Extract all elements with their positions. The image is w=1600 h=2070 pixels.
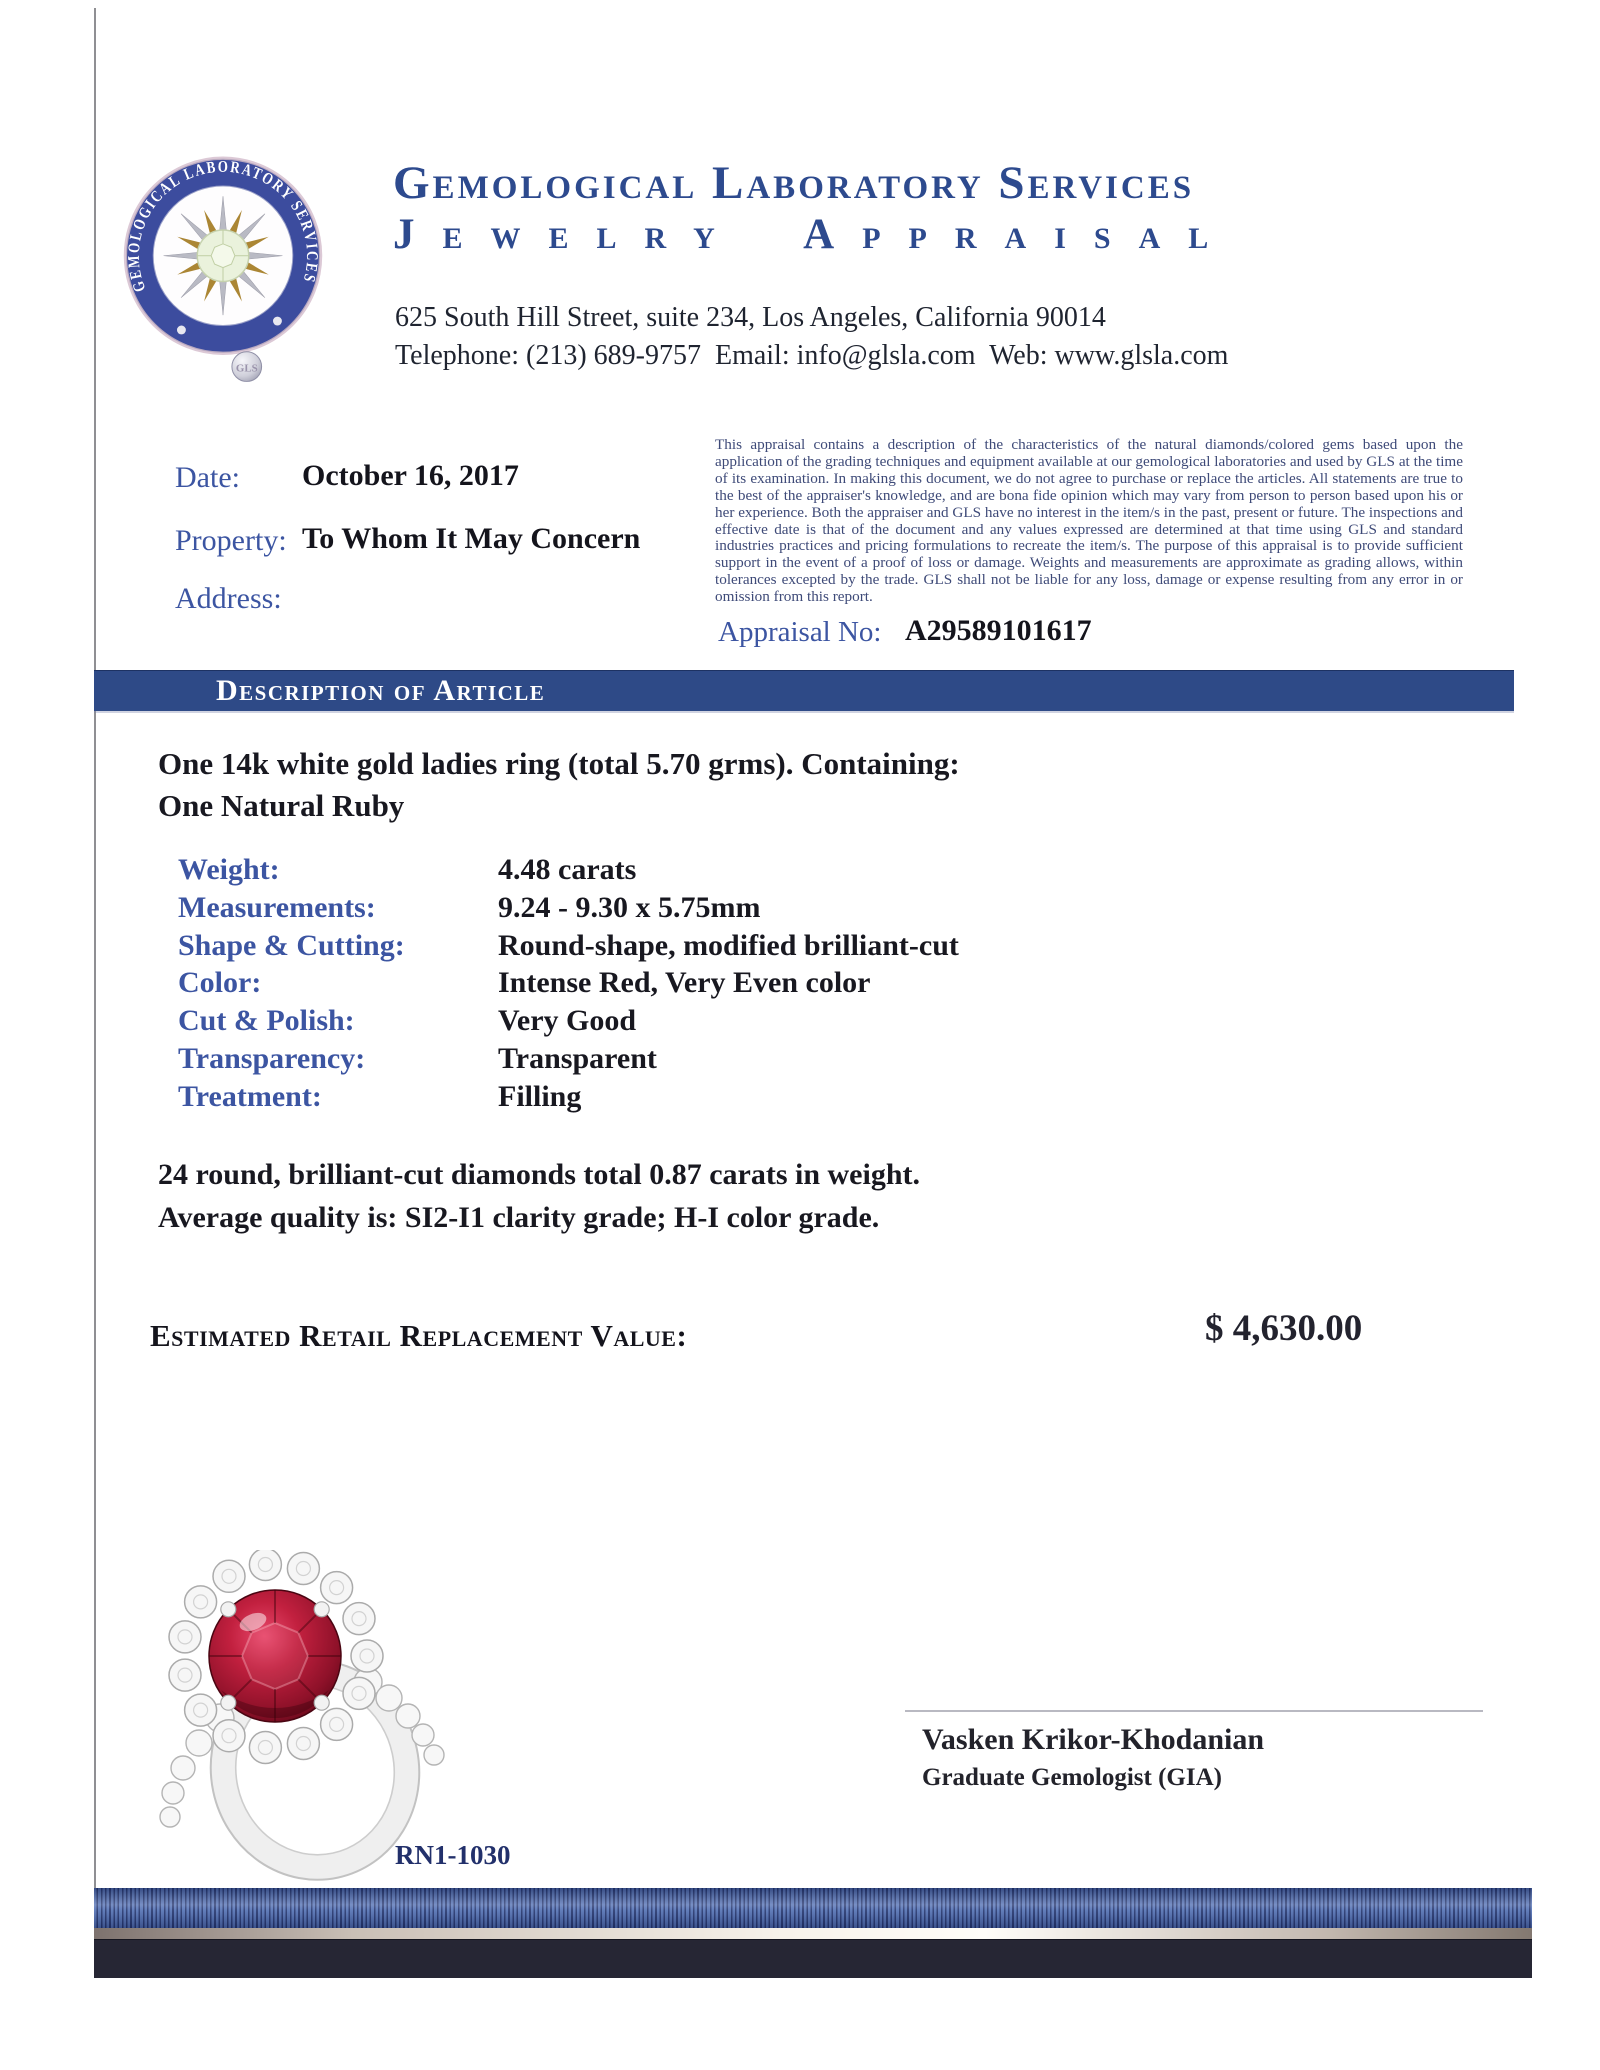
address-label: Address: [175,582,282,615]
seal-dot-right [273,317,282,326]
org-contact-line: Telephone: (213) 689-9757 Email: info@glsla.com Web: www.glsla.com [395,340,1229,371]
description-line-2: One Natural Ruby [158,788,405,823]
description-line-1: One 14k white gold ladies ring (total 5.70 grms). Containing: [158,746,960,781]
replacement-value-amount: $ 4,630.00 [1205,1308,1363,1349]
spec-value: Transparent [498,1041,657,1075]
spec-label: Shape & Cutting: [178,928,405,962]
org-name: Gemological Laboratory Services [393,157,1195,209]
seal-monogram-ball [232,352,262,382]
spec-value: Intense Red, Very Even color [498,966,871,1000]
spec-label: Color: [178,966,262,1000]
replacement-value-label: Estimated Retail Replacement Value: [150,1318,688,1353]
spec-value: Very Good [498,1004,637,1038]
spec-value: 4.48 carats [498,853,637,886]
description-section-banner [94,670,1514,711]
spec-value: Filling [498,1079,582,1113]
date-label: Date: [175,461,240,494]
bottom-dark-band [94,1939,1532,1978]
property-value: To Whom It May Concern [302,522,641,555]
appraiser-title: Graduate Gemologist (GIA) [922,1764,1222,1791]
ruby-gemstone [209,1590,341,1722]
seal-dot-left [177,326,186,335]
date-value: October 16, 2017 [302,459,519,492]
disclaimer-text: This appraisal contains a description of the characteristics of the natural diamonds/colored gems based upon the application of the grading techniques and equipment available at our gemological laboratories and used by GLS at the time of its examination. In making this document, we do not agree to purchase or replace the articles. All statements are true to the best of the appraiser's knowledge, and are bona fide opinion which may vary from person to person based upon his or her experience. Both the appraiser and GLS have no interest in the item/s in the past, present or future. The inspections and effective date is that of the document and any values expressed are determined at that time using GLS and standard industries practices and pricing formulations to recreate the item/s. The purpose of this appraisal is to provide sufficient support in the event of a proof of loss or damage. Weights and measurements are approximate as grading allows, within tolerances excepted by the trade. GLS shall not be liable for any loss, damage or expense resulting from any error in or omission from this report. [715,436,1463,606]
seal-monogram-text: GLS [235,362,258,375]
org-subtitle: Jewelry Appraisal [393,211,1237,258]
section-title: Description of Article [216,674,546,707]
spec-label: Transparency: [178,1041,366,1075]
diamonds-line-2: Average quality is: SI2-I1 clarity grade; H-I color grade. [158,1201,880,1234]
gem-spec-table [178,853,959,1118]
appraisal-no-value: A29589101617 [905,614,1092,647]
spec-value: Round-shape, modified brilliant-cut [498,928,959,962]
spec-label: Cut & Polish: [178,1004,355,1038]
spec-label: Treatment: [178,1079,322,1113]
signature-rule [905,1710,1483,1712]
page-left-edge-line [94,8,96,1888]
seal-center-diamond-icon [197,230,248,281]
appraiser-name: Vasken Krikor-Khodanian [922,1723,1265,1756]
appraisal-no-label: Appraisal No: [718,616,882,648]
spec-label: Weight: [178,853,280,886]
item-reference-number: RN1-1030 [395,1840,511,1870]
spec-label: Measurements: [178,890,376,924]
diamonds-line-1: 24 round, brilliant-cut diamonds total 0.87 carats in weight. [158,1158,920,1191]
bottom-stripe-band [94,1888,1532,1928]
bottom-silver-band [94,1928,1532,1939]
property-label: Property: [175,524,287,557]
org-address-line: 625 South Hill Street, suite 234, Los Angeles, California 90014 [395,302,1106,333]
company-seal-logo [108,132,338,424]
seal-ring-text: GEMOLOGICAL LABORATORY SERVICES [123,156,323,295]
spec-value: 9.24 - 9.30 x 5.75mm [498,890,761,924]
